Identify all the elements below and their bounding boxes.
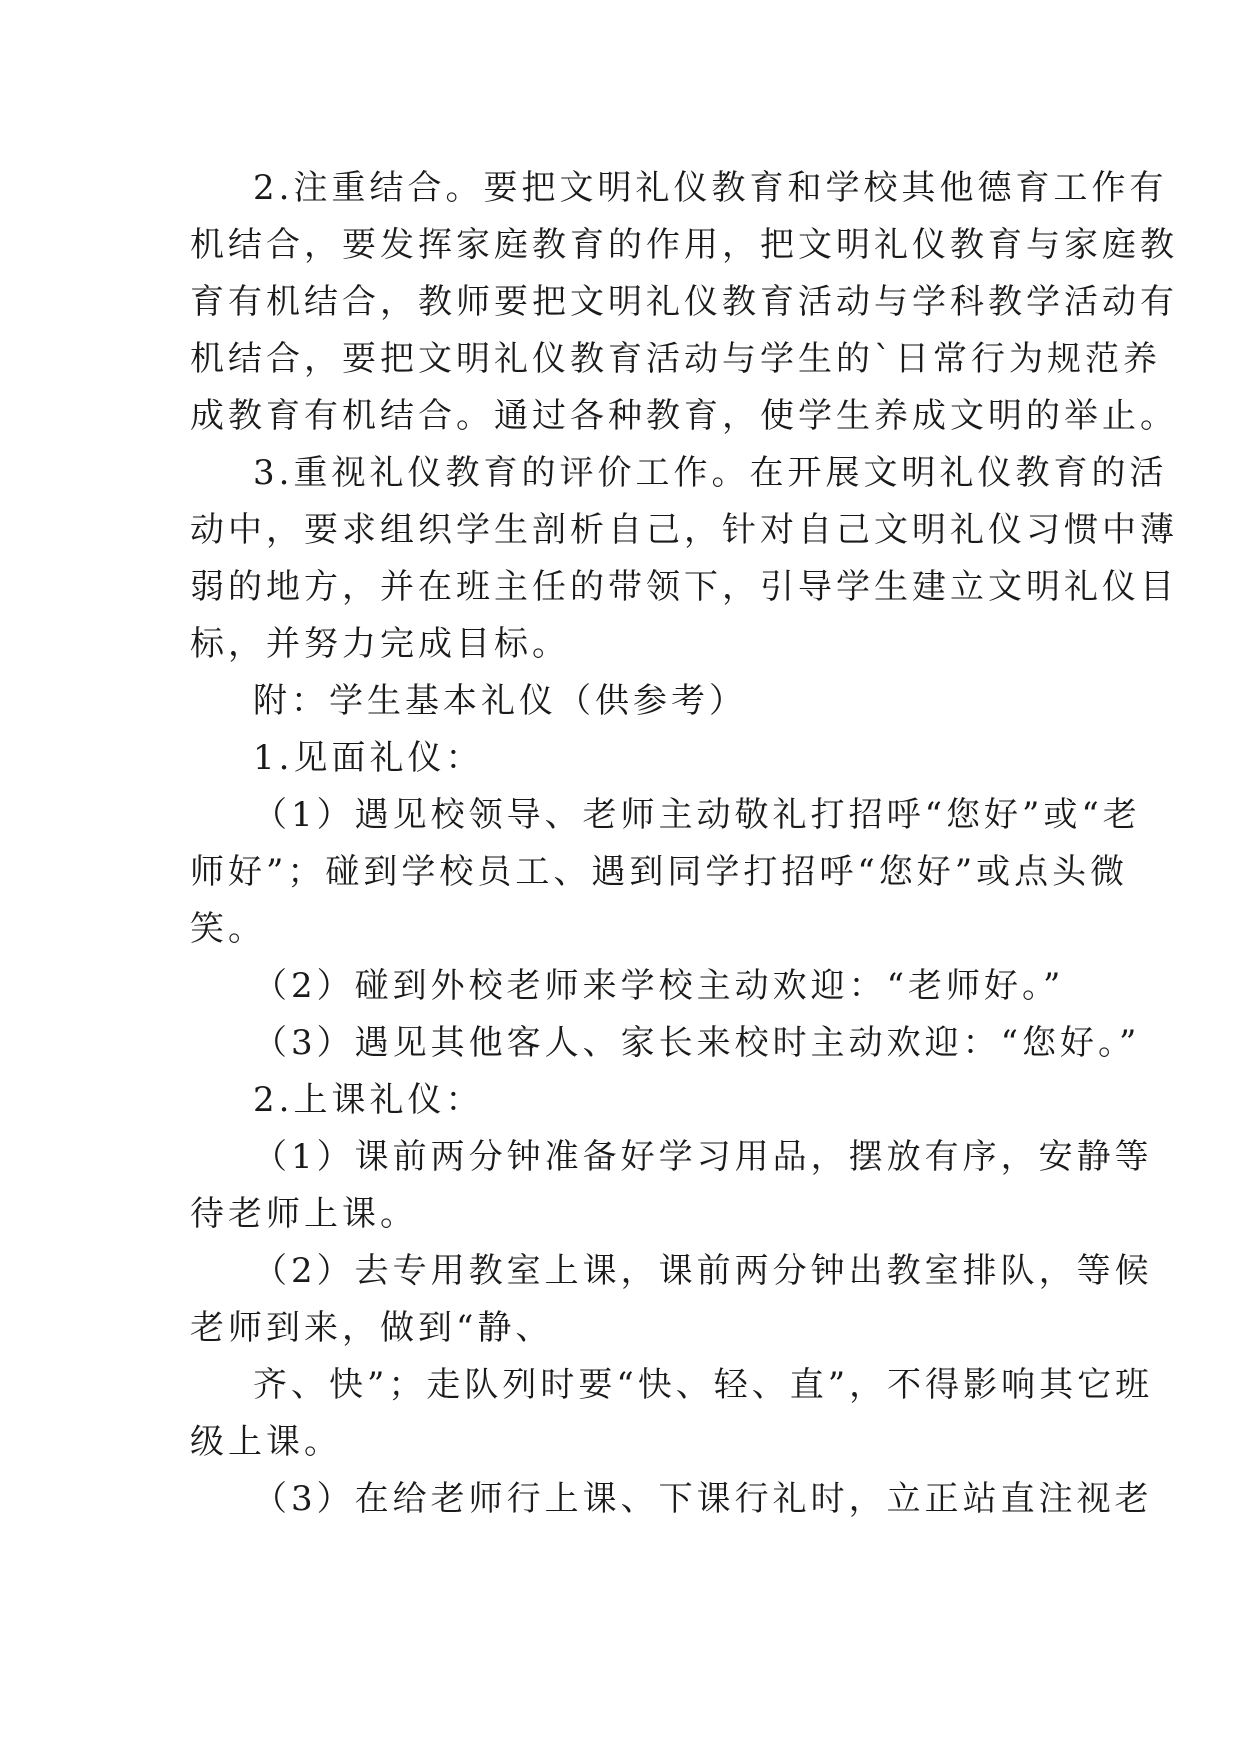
paragraph-line: 笑。 xyxy=(190,909,266,949)
paragraph-line: 2.上课礼仪： xyxy=(253,1080,484,1120)
paragraph-line: 2.注重结合。要把文明礼仪教育和学校其他德育工作有 xyxy=(253,168,1168,208)
paragraph-line: 动中，要求组织学生剖析自己，针对自己文明礼仪习惯中薄 xyxy=(190,510,1178,550)
paragraph-line: 成教育有机结合。通过各种教育，使学生养成文明的举止。 xyxy=(190,396,1178,436)
paragraph-line: 标，并努力完成目标。 xyxy=(190,624,570,664)
paragraph-line: 待老师上课。 xyxy=(190,1194,418,1234)
paragraph-line: 级上课。 xyxy=(190,1422,342,1462)
paragraph-line: （1）遇见校领导、老师主动敬礼打招呼“您好”或“老 xyxy=(253,795,1141,835)
paragraph-line: 弱的地方，并在班主任的带领下，引导学生建立文明礼仪目 xyxy=(190,567,1178,607)
paragraph-line: 机结合，要把文明礼仪教育活动与学生的`日常行为规范养 xyxy=(190,339,1161,379)
paragraph-line: （2）碰到外校老师来学校主动欢迎：“老师好。” xyxy=(253,966,1065,1006)
paragraph-line: 3.重视礼仪教育的评价工作。在开展文明礼仪教育的活 xyxy=(253,453,1168,493)
paragraph-line: 机结合，要发挥家庭教育的作用，把文明礼仪教育与家庭教 xyxy=(190,225,1178,265)
paragraph-line: 附：学生基本礼仪（供参考） xyxy=(253,681,747,721)
paragraph-line: 师好”；碰到学校员工、遇到同学打招呼“您好”或点头微 xyxy=(190,852,1129,892)
paragraph-line: （2）去专用教室上课，课前两分钟出教室排队，等候 xyxy=(253,1251,1153,1291)
paragraph-line: 1.见面礼仪： xyxy=(253,738,484,778)
paragraph-line: （3）在给老师行上课、下课行礼时，立正站直注视老 xyxy=(253,1479,1153,1519)
paragraph-line: 齐、快”；走队列时要“快、轻、直”，不得影响其它班 xyxy=(253,1365,1154,1405)
paragraph-line: 育有机结合，教师要把文明礼仪教育活动与学科教学活动有 xyxy=(190,282,1178,322)
paragraph-line: （3）遇见其他客人、家长来校时主动欢迎：“您好。” xyxy=(253,1023,1141,1063)
paragraph-line: 老师到来，做到“静、 xyxy=(190,1308,554,1348)
paragraph-line: （1）课前两分钟准备好学习用品，摆放有序，安静等 xyxy=(253,1137,1153,1177)
